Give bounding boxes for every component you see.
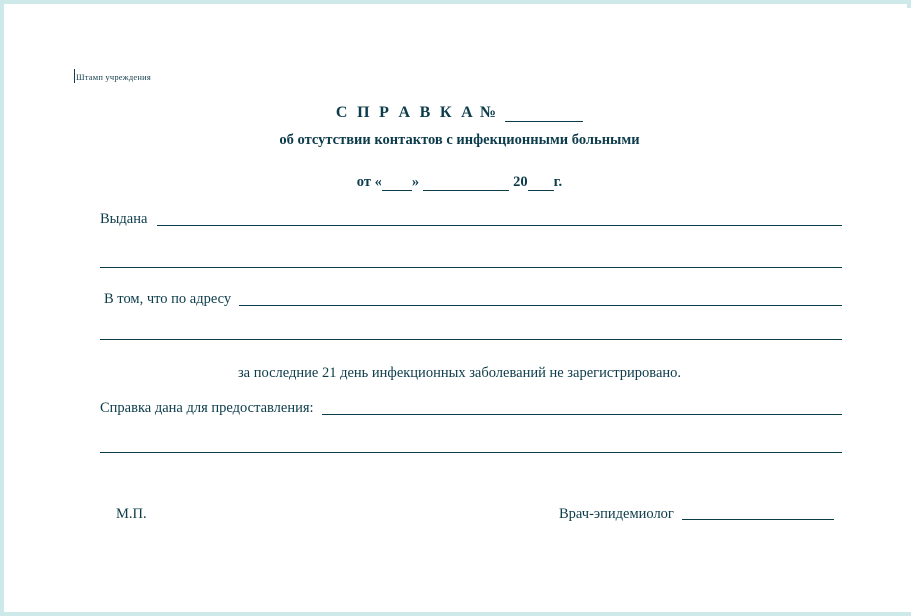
field-issued-to-input[interactable] [157,224,842,226]
field-purpose-input-line2[interactable] [100,451,842,453]
doctor-signature-input[interactable] [682,518,834,520]
date-year-prefix: 20 [513,174,528,190]
certificate-number-blank[interactable] [505,107,583,122]
field-purpose-label: Справка дана для предоставления: [100,400,314,416]
field-issued-to [100,211,842,229]
doctor-signature-row [559,506,834,523]
page-title [8,104,911,122]
field-address-input-line2[interactable] [100,338,842,340]
infection-statement: за последние 21 день инфекционных заболеваний не зарегистрировано. [237,365,682,381]
document-title-block [8,104,911,149]
date-year-suffix: г. [553,174,563,190]
doctor-label: Врач-эпидемиолог [559,506,674,522]
stamp-place-label: М.П. [116,506,147,522]
field-issued-to-input-line2[interactable] [100,266,842,268]
date-year-blank[interactable] [528,177,554,191]
document-subtitle: об отсутствии контактов с инфекционными больными [279,132,640,148]
title-main-text: С П Р А В К А [335,104,476,121]
field-address-input[interactable] [239,304,842,306]
title-number-sign: № [479,104,497,121]
date-line [8,174,911,191]
field-purpose [100,400,842,418]
document-sheet [8,8,911,612]
field-issued-to-label: Выдана [100,211,148,227]
date-day-blank[interactable] [382,177,412,191]
date-month-blank[interactable] [423,177,509,191]
field-address-label: В том, что по адресу [104,291,232,307]
stamp-placeholder-label: Штамп учреждения [76,72,151,82]
date-quote-close: » [411,174,420,190]
date-prefix: от « [356,174,382,190]
field-purpose-input[interactable] [322,413,842,415]
field-address [104,291,842,309]
